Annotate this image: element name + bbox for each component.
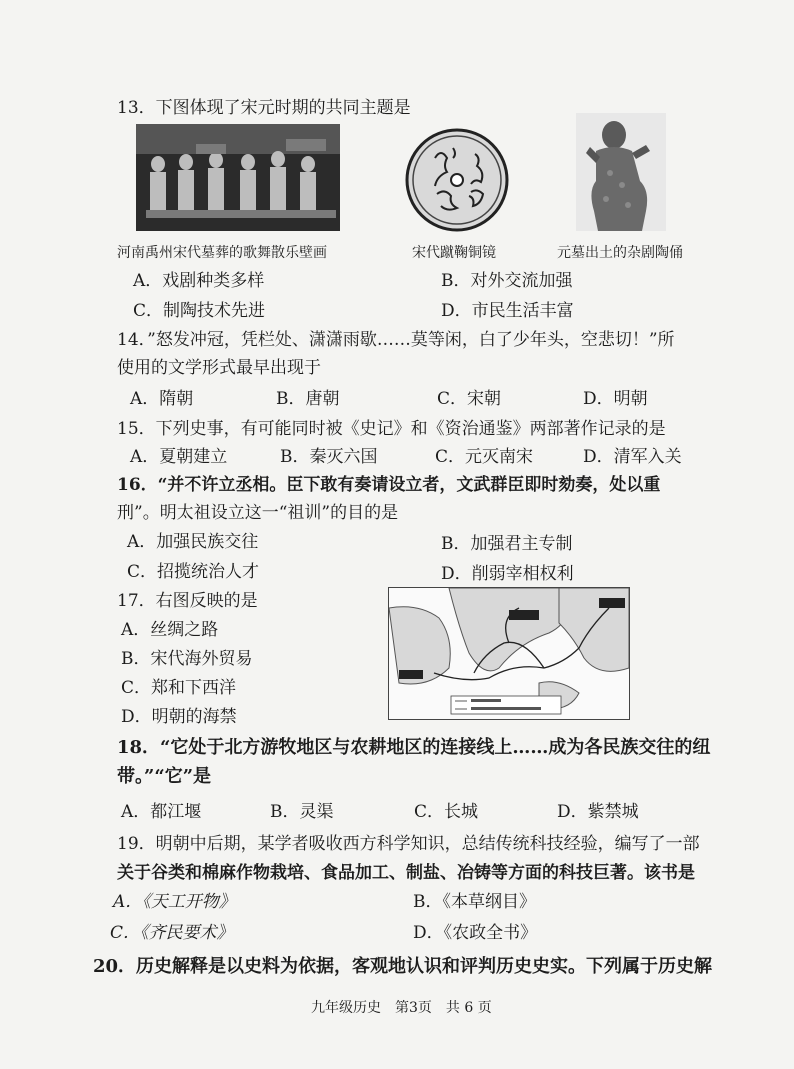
- q18-option-d: D．紫禁城: [557, 802, 639, 822]
- q19-option-d: D．《农政全书》: [413, 923, 538, 943]
- q15-option-a: A．夏朝建立: [130, 447, 228, 467]
- q18-option-b: B．灵渠: [270, 802, 334, 822]
- q17-option-b: B．宋代海外贸易: [121, 649, 253, 669]
- q14-option-c: C．宋朝: [437, 389, 502, 409]
- q18-option-a: A．都江堰: [121, 802, 202, 822]
- q16-stem-line1: 16．“并不许立丞相。臣下敢有奏请设立者，文武群臣即时劾奏，处以重: [117, 475, 661, 495]
- q14-option-a: A．隋朝: [130, 389, 194, 409]
- q20-stem-line1: 20．历史解释是以史料为依据，客观地认识和评判历史史实。下列属于历史解: [93, 956, 713, 977]
- q19-stem-line1: 19．明朝中后期，某学者吸收西方科学知识，总结传统科技经验，编写了一部: [117, 834, 700, 854]
- q17-option-d: D．明朝的海禁: [121, 707, 237, 727]
- q16-option-a: A．加强民族交往: [127, 532, 259, 552]
- q15-option-b: B．秦灭六国: [280, 447, 378, 467]
- q16-option-c: C．招揽统治人才: [127, 562, 260, 582]
- q19-stem-line2: 关于谷类和棉麻作物栽培、食品加工、制盐、冶铸等方面的科技巨著。该书是: [117, 863, 695, 883]
- q18-stem-line1: 18．“它处于北方游牧地区与农耕地区的连接线上……成为各民族交往的纽: [117, 737, 711, 758]
- q15-option-d: D．清军入关: [583, 447, 682, 467]
- q13-option-d: D．市民生活丰富: [441, 301, 574, 321]
- q13-caption-2: 宋代蹴鞠铜镜: [412, 245, 496, 261]
- q16-option-b: B．加强君主专制: [441, 534, 573, 554]
- q14-stem-line1: 14．”怒发冲冠，凭栏处、潇潇雨歇……莫等闲，白了少年头，空悲切！”所: [117, 330, 675, 350]
- q13-option-b: B．对外交流加强: [441, 271, 573, 291]
- q14-stem-line2: 使用的文学形式最早出现于: [117, 358, 321, 378]
- q16-stem-line2: 刑”。明太祖设立这一“祖训”的目的是: [117, 503, 399, 523]
- q16-option-d: D．削弱宰相权利: [441, 564, 574, 584]
- q17-option-a: A．丝绸之路: [121, 620, 219, 640]
- q13-caption-1: 河南禹州宋代墓葬的歌舞散乐壁画: [117, 245, 327, 261]
- q13-option-c: C．制陶技术先进: [133, 301, 266, 321]
- q13-option-a: A．戏剧种类多样: [133, 271, 265, 291]
- q19-option-c: C．《齐民要术》: [110, 923, 234, 943]
- q13-stem: 13．下图体现了宋元时期的共同主题是: [117, 98, 411, 118]
- q14-option-b: B．唐朝: [276, 389, 340, 409]
- q18-option-c: C．长城: [414, 802, 479, 822]
- q15-option-c: C．元灭南宋: [435, 447, 534, 467]
- page-footer: 九年级历史 第3页 共 6 页: [311, 1000, 492, 1016]
- q14-option-d: D．明朝: [583, 389, 648, 409]
- bronze-mirror-image: [405, 128, 509, 232]
- voyage-route-map-image: [388, 587, 630, 720]
- q18-stem-line2: 带。”“它”是: [117, 766, 212, 787]
- q13-caption-3: 元墓出土的杂剧陶俑: [557, 245, 683, 261]
- q19-option-b: B．《本草纲目》: [413, 892, 536, 912]
- q15-stem: 15．下列史事，有可能同时被《史记》和《资治通鉴》两部著作记录的是: [117, 419, 666, 439]
- mural-image: [136, 124, 340, 231]
- q17-stem: 17．右图反映的是: [117, 591, 258, 611]
- q17-option-c: C．郑和下西洋: [121, 678, 237, 698]
- pottery-figurine-image: [576, 113, 666, 231]
- q19-option-a: A．《天工开物》: [113, 892, 236, 912]
